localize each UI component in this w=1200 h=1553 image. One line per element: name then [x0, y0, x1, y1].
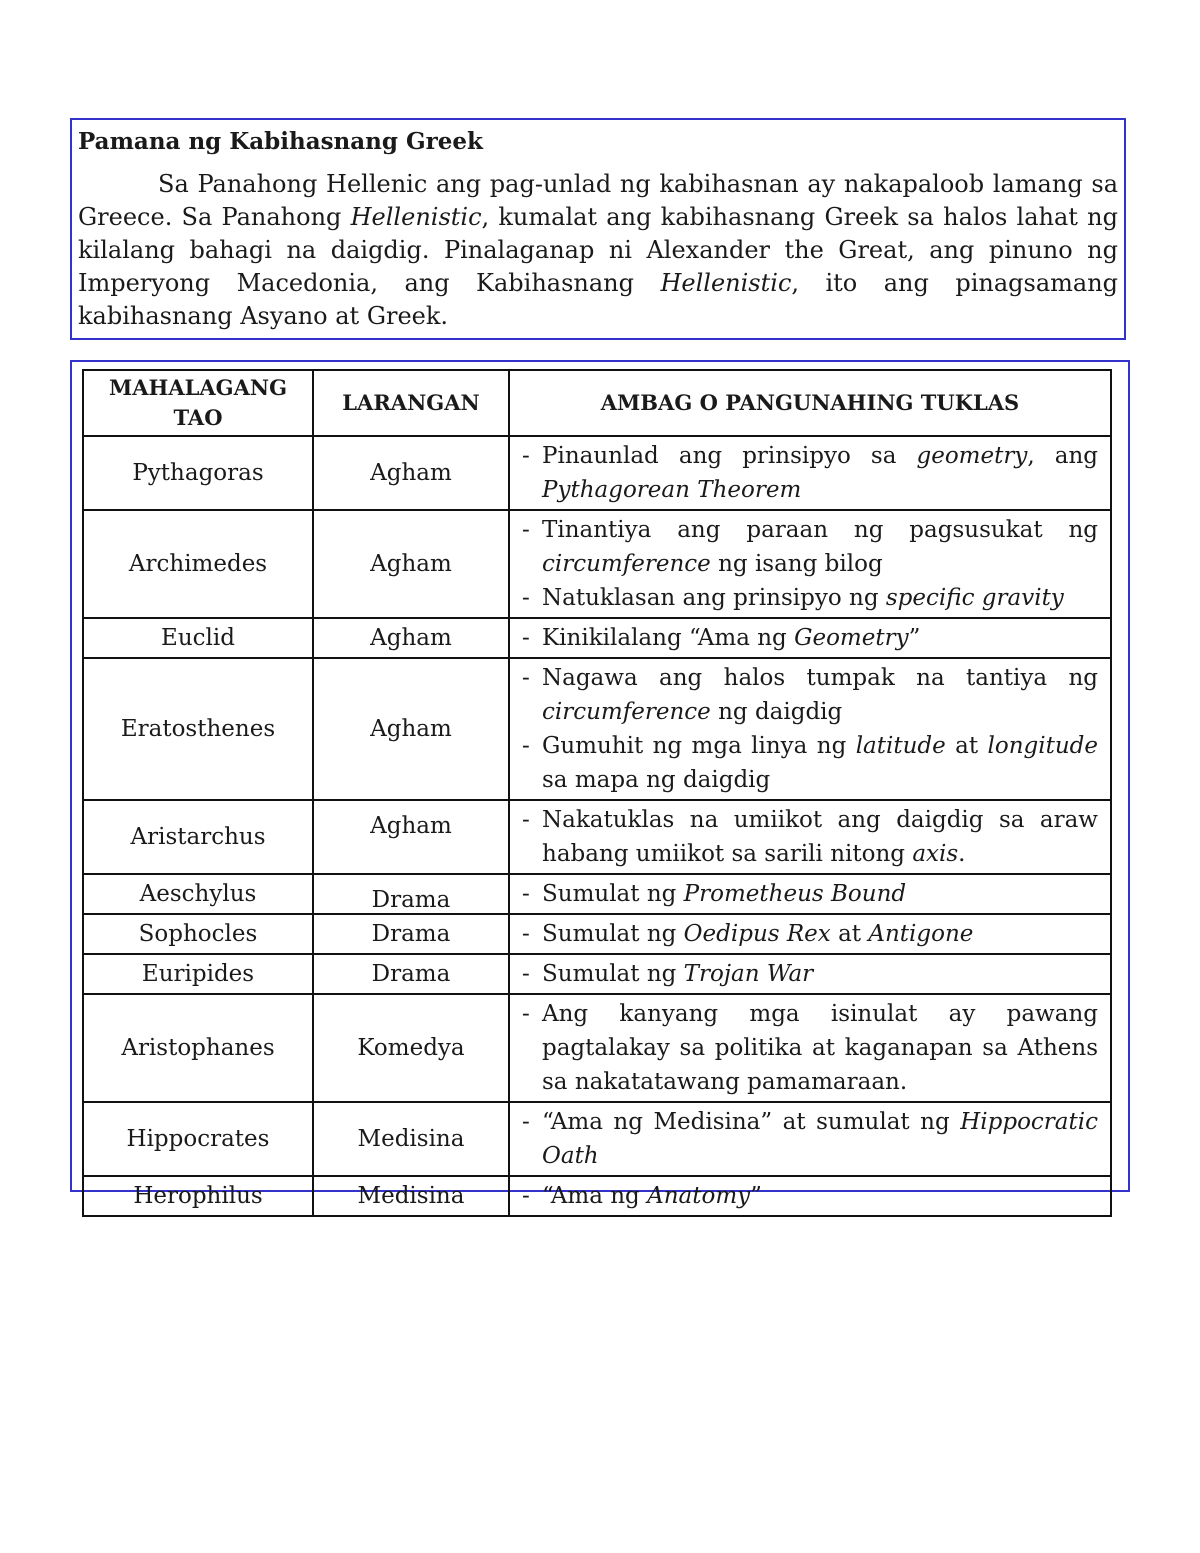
text-segment: .: [958, 841, 966, 867]
text-segment: Nakatuklas na umiikot ang daigdig sa araw habang umiikot sa sarili nitong: [542, 807, 1098, 867]
intro-paragraph: [78, 168, 1118, 333]
intro-italic-1: Hellenistic: [350, 203, 482, 231]
contribution-text: [542, 621, 1098, 655]
table-row: [83, 1176, 1111, 1216]
contribution-item: [522, 917, 1098, 951]
field-name: Agham: [313, 658, 509, 800]
text-segment: , ang: [1027, 443, 1098, 469]
contribution-text: [542, 439, 1098, 507]
contribution-text: [542, 1179, 1098, 1213]
contribution-item: [522, 957, 1098, 991]
table-row: [83, 994, 1111, 1102]
bullet-dash: -: [522, 733, 530, 759]
text-segment: ng isang bilog: [710, 551, 883, 577]
contribution-item: [522, 439, 1098, 507]
field-name: Agham: [313, 436, 509, 510]
contribution-item: [522, 877, 1098, 911]
contribution-text: [542, 917, 1098, 951]
person-name: Hippocrates: [83, 1102, 313, 1176]
table-row: [83, 658, 1111, 800]
bullet-dash: -: [522, 665, 530, 691]
contributions-table: [82, 369, 1112, 1217]
table-row: [83, 510, 1111, 618]
text-segment: Natuklasan ang prinsipyo ng: [542, 585, 886, 611]
header-field: LARANGAN: [313, 370, 509, 436]
intro-text-2: , kumalat ang kabihasnang Greek sa halos lahat ng kilalang bahagi na daigdig. Pinalaganap ni Alexander the Great, ang pinuno ng Imperyong Macedonia, ang Kabihasnang: [78, 203, 1118, 297]
contribution-item: [522, 729, 1098, 797]
table-row: [83, 874, 1111, 914]
person-name: Aristarchus: [83, 800, 313, 874]
contribution-cell: [509, 436, 1111, 510]
italic-term: latitude: [855, 733, 946, 759]
italic-term: longitude: [987, 733, 1098, 759]
italic-term: Geometry: [794, 625, 909, 651]
text-segment: “Ama ng Medisina” at sumulat ng: [542, 1109, 961, 1135]
text-segment: “Ama ng: [542, 1183, 648, 1209]
contribution-cell: [509, 954, 1111, 994]
bullet-dash: -: [522, 961, 530, 987]
contribution-item: [522, 621, 1098, 655]
field-name: Drama: [313, 874, 509, 914]
bullet-dash: -: [522, 921, 530, 947]
italic-term: Trojan War: [683, 961, 814, 987]
bullet-dash: -: [522, 1109, 530, 1135]
table-row: [83, 914, 1111, 954]
text-segment: Pinaunlad ang prinsipyo sa: [542, 443, 917, 469]
bullet-dash: -: [522, 881, 530, 907]
intro-text-3: , ito ang pinagsamang kabihasnang Asyano at Greek.: [78, 269, 1119, 330]
contribution-item: [522, 661, 1098, 729]
text-segment: Sumulat ng: [542, 961, 684, 987]
italic-term: Prometheus Bound: [683, 881, 907, 907]
person-name: Herophilus: [83, 1176, 313, 1216]
contribution-text: [542, 729, 1098, 797]
contribution-cell: [509, 618, 1111, 658]
italic-term: Anatomy: [647, 1183, 751, 1209]
table-row: [83, 954, 1111, 994]
text-segment: Gumuhit ng mga linya ng: [542, 733, 856, 759]
italic-term: Oedipus Rex: [683, 921, 831, 947]
table-row: [83, 436, 1111, 510]
table-row: [83, 800, 1111, 874]
field-name: Komedya: [313, 994, 509, 1102]
person-name: Aristophanes: [83, 994, 313, 1102]
contribution-cell: [509, 1102, 1111, 1176]
italic-term: Antigone: [868, 921, 974, 947]
text-segment: ”: [908, 625, 921, 651]
text-segment: Kinikilalang “Ama ng: [542, 625, 795, 651]
text-segment: Nagawa ang halos tumpak na tantiya ng: [542, 665, 1098, 691]
section-title: Pamana ng Kabihasnang Greek: [78, 128, 483, 155]
contribution-item: [522, 513, 1098, 581]
person-name: Euripides: [83, 954, 313, 994]
contribution-text: [542, 997, 1098, 1099]
person-name: Sophocles: [83, 914, 313, 954]
field-name: Medisina: [313, 1102, 509, 1176]
contribution-cell: [509, 914, 1111, 954]
field-name: Drama: [313, 954, 509, 994]
text-segment: sa mapa ng daigdig: [542, 767, 771, 793]
italic-term: circumference: [542, 551, 711, 577]
text-segment: Ang kanyang mga isinulat ay pawang pagtalakay sa politika at kaganapan sa Athens sa nakatatawang pamamaraan.: [542, 1001, 1098, 1095]
table-box: [70, 360, 1130, 1209]
bullet-dash: -: [522, 443, 530, 469]
italic-term: Hippocratic Oath: [542, 1109, 1098, 1169]
table-header-row: [83, 370, 1111, 436]
field-name: Medisina: [313, 1176, 509, 1216]
contribution-cell: [509, 874, 1111, 914]
contribution-cell: [509, 510, 1111, 618]
text-segment: Sumulat ng: [542, 921, 684, 947]
contribution-text: [542, 581, 1098, 615]
person-name: Aeschylus: [83, 874, 313, 914]
italic-term: Pythagorean Theorem: [542, 477, 802, 503]
text-segment: at: [945, 733, 988, 759]
text-segment: at: [830, 921, 869, 947]
header-contribution: AMBAG O PANGUNAHING TUKLAS: [509, 370, 1111, 436]
table-row: [83, 1102, 1111, 1176]
bullet-dash: -: [522, 625, 530, 651]
bullet-dash: -: [522, 1183, 530, 1209]
contribution-text: [542, 877, 1098, 911]
contribution-text: [542, 803, 1098, 871]
contribution-cell: [509, 1176, 1111, 1216]
field-name: Agham: [313, 510, 509, 618]
person-name: Euclid: [83, 618, 313, 658]
table-row: [83, 618, 1111, 658]
contribution-text: [542, 1105, 1098, 1173]
contribution-item: [522, 997, 1098, 1099]
text-segment: Sumulat ng: [542, 881, 684, 907]
person-name: Pythagoras: [83, 436, 313, 510]
italic-term: axis: [912, 841, 959, 867]
field-name: Drama: [313, 914, 509, 954]
contribution-cell: [509, 800, 1111, 874]
italic-term: geometry: [916, 443, 1028, 469]
intro-italic-2: Hellenistic: [660, 269, 792, 297]
intro-text-1: Sa Panahong Hellenic ang pag-unlad ng kabihasnan ay nakapaloob lamang sa Greece. Sa Panahong: [78, 170, 1118, 231]
italic-term: circumference: [542, 699, 711, 725]
text-segment: ng daigdig: [710, 699, 843, 725]
header-person: MAHALAGANG TAO: [83, 370, 313, 436]
field-name: Agham: [313, 800, 509, 874]
contribution-text: [542, 957, 1098, 991]
text-segment: Tinantiya ang paraan ng pagsusukat ng: [542, 517, 1098, 543]
bullet-dash: -: [522, 1001, 530, 1027]
bullet-dash: -: [522, 517, 530, 543]
contribution-item: [522, 1105, 1098, 1173]
text-segment: ”: [750, 1183, 762, 1209]
contribution-item: [522, 803, 1098, 871]
field-name: Agham: [313, 618, 509, 658]
contribution-item: [522, 581, 1098, 615]
contribution-text: [542, 513, 1098, 581]
italic-term: specific gravity: [885, 585, 1064, 611]
person-name: Eratosthenes: [83, 658, 313, 800]
contribution-text: [542, 661, 1098, 729]
intro-box: [70, 118, 1126, 340]
contribution-item: [522, 1179, 1098, 1213]
contribution-cell: [509, 658, 1111, 800]
bullet-dash: -: [522, 585, 530, 611]
person-name: Archimedes: [83, 510, 313, 618]
bullet-dash: -: [522, 807, 530, 833]
contribution-cell: [509, 994, 1111, 1102]
